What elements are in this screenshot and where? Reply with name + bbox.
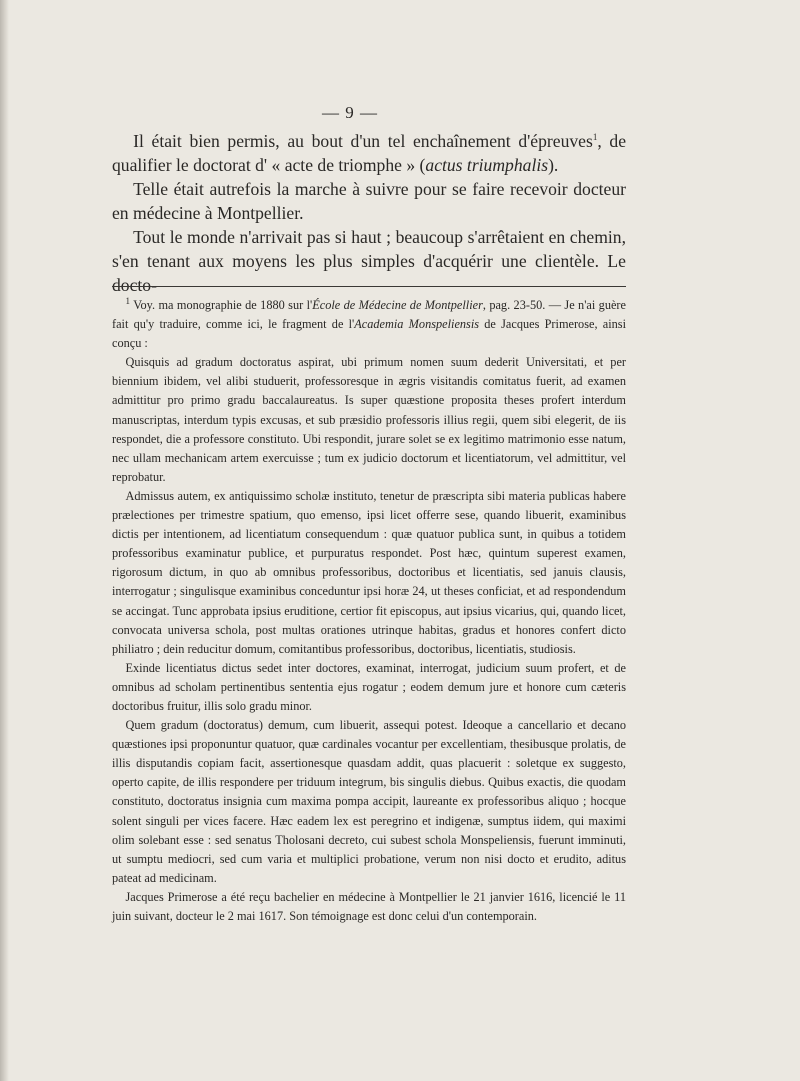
footnote-paragraph-1 — [112, 296, 626, 353]
main-paragraph-2: Telle était autrefois la marche à suivre pour se faire recevoir docteur en médecine à Montpellier. — [112, 179, 626, 223]
page-binding-edge — [0, 0, 9, 1081]
footnote-paragraph-6: Jacques Primerose a été reçu bachelier en médecine à Montpellier le 21 janvier 1616, licencié le 11 juin suivant, docteur le 2 mai 1617. Son témoignage est donc celui d'un contemporain. — [112, 889, 626, 923]
main-paragraph-3: Tout le monde n'arrivait pas si haut ; beaucoup s'arrêtaient en chemin, s'en tenant aux moyens les plus simples d'acquérir une clientèle. Le docto- — [112, 227, 626, 295]
footnote-separator-rule — [112, 286, 626, 287]
page-number: — 9 — — [322, 103, 378, 122]
footnote-1-text-b: , pag. 23-50. — Je n'ai guère fait qu'y traduire, comme ici, le fragment de l' — [112, 298, 626, 332]
main-paragraph-1-italic: actus triumphalis — [425, 155, 549, 175]
main-paragraph-1-text-a: Il était bien permis, au bout d'un tel enchaînement d'épreuves — [133, 131, 593, 151]
footnotes — [112, 296, 626, 926]
footnote-1-text-a: Voy. ma monographie de 1880 sur l' — [133, 298, 313, 312]
footnote-marker-1: 1 — [125, 295, 131, 306]
footnote-1-text-c: de Jacques Primerose, ainsi conçu : — [112, 317, 626, 351]
footnote-paragraph-2: Quisquis ad gradum doctoratus aspirat, ubi primum nomen suum dederit Universitati, et per biennium ibidem, vel alibi studuerit, professoresque in ægris visitandis comitatus fuerit, ad examen admittitur pro primo gradu baccalaureatus. Is super quæstione proposita theses profert interdum manuscriptas, interdum typis excusas, et sub præsidio professoris illius regii, quem sibi elegerit, de iis respondet, die a professore constituto. Ubi respondit, jurare solet se ex legitimo matrimonio esse natum, nec ullam mechanicam artem exercuisse ; tum ex judicio doctorum et licentiatorum, vel admittitur, vel reprobatur. — [112, 355, 626, 484]
footnote-paragraph-4: Exinde licentiatus dictus sedet inter doctores, examinat, interrogat, judicium suum profert, et de omnibus ad scholam pertinentibus sententia ejus rogatur ; eodem demum jure et honore cum cæteris doctoribus fruitur, illis solo gradu minor. — [112, 660, 626, 713]
main-paragraph-1-text-b: , de qualifier le doctorat d' « acte de triomphe » ( — [112, 131, 627, 175]
footnote-1-italic-work: Academia Monspeliensis — [354, 317, 480, 332]
footnote-paragraph-3: Admissus autem, ex antiquissimo scholæ instituto, tenetur de præscripta sibi materia publicas habere prælectiones per trimestre spatium, quo emenso, ipsi licet offerre sese, quando libuerit, examinibus dictis per intentionem, ad licentiatum consequendum : quæ quatuor publica sunt, in quibus a totidem professoribus examinatur publice, et purpuratus respondet. Post hæc, quintum superest examen, rigorosum dictum, in quo ab omnibus professoribus, doctoribus et licentiatis, sed januis clausis, interrogatur ; singulisque examinibus conceduntur ipsi horæ 24, ut theses conficiat, et ad respondendum se accingat. Tunc approbata ipsius eruditione, certior fit episcopus, aut ipsius vicarius, qui, quando licet, convocata universa schola, post multas orationes utrinque habitas, gradus et honores confert dicto philiatro ; dein reducitur domum, comitantibus professoribus, doctoribus, licentiatis, studiosis. — [112, 488, 626, 656]
main-paragraph-1-text-c: ). — [548, 155, 559, 175]
main-paragraph-1 — [112, 129, 626, 177]
footnote-paragraph-5: Quem gradum (doctoratus) demum, cum libuerit, assequi potest. Ideoque a cancellario et decano quæstiones ipsi proponuntur quatuor, quæ cardinales vocantur per excellentiam, thesibusque prolatis, de illis disputandis copiam facit, assertionesque quasdam addit, quas placuerit : soletque ex suggesto, operto capite, de illis respondere per triduum integrum, bis singulis diebus. Quibus exactis, die quodam constituto, doctoratus insignia cum maxima pompa accipit, laureante ex professoribus aliquo ; hocque solent singuli per vices facere. Hæc eadem lex est peregrino et indigenæ, sumptus iidem, qui maximi olim solebant esse : sed senatus Tholosani decreto, cui subest schola Monspeliensis, fuerunt imminuti, ut sumptu mediocri, sed cum varia et multiplici probatione, verum non nisi docto et erudito, aditus pateat ad medicinam. — [112, 718, 626, 885]
footnote-reference-1[interactable]: 1 — [592, 132, 598, 143]
main-text — [112, 129, 626, 297]
footnote-1-italic-title: École de Médecine de Montpellier — [312, 298, 483, 312]
